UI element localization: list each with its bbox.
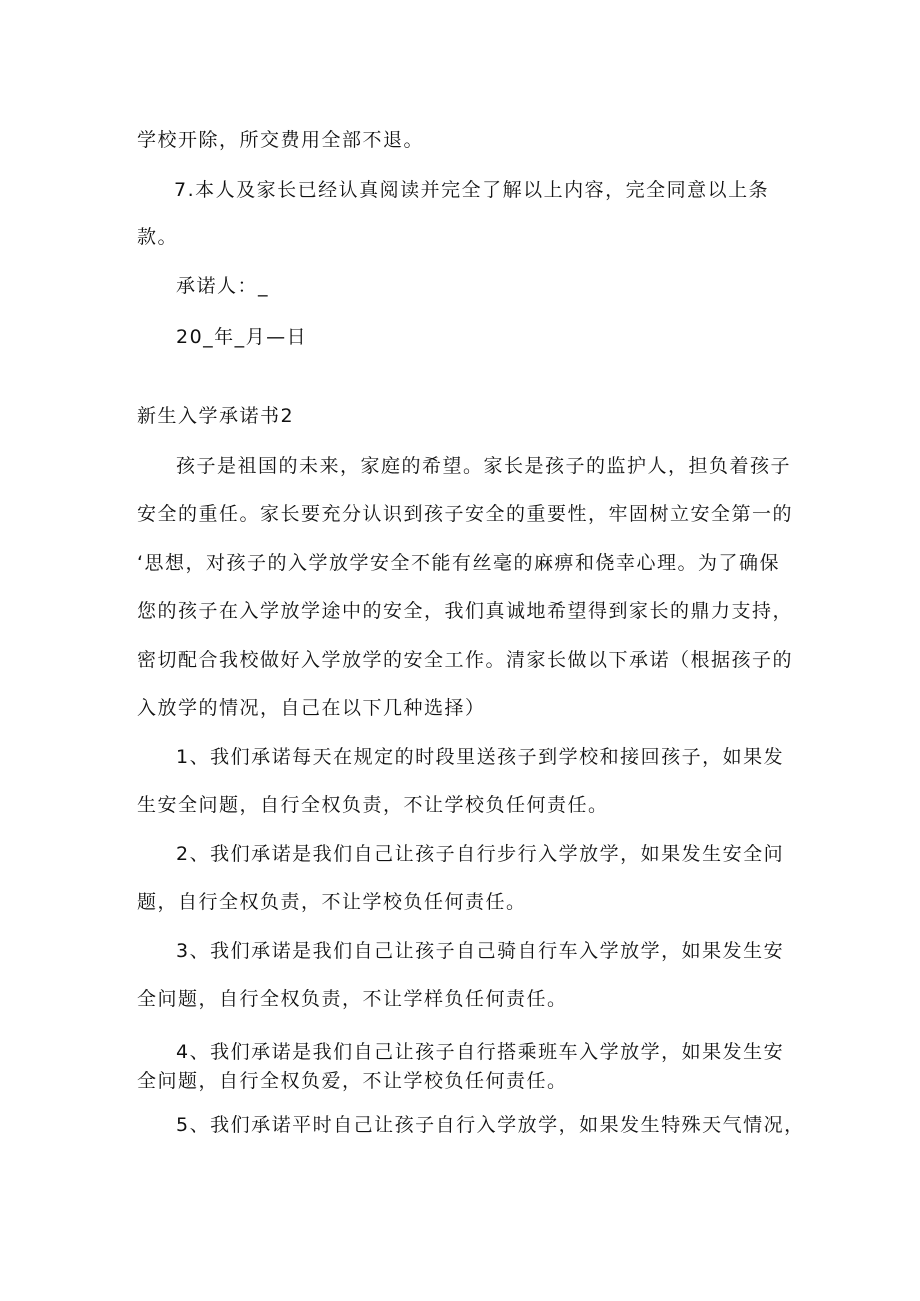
text-line: 密切配合我校做好入学放学的安全工作。清家长做以下承诺（根据孩子的 — [137, 649, 794, 671]
text-line: 7.本人及家长已经认真阅读并完全了解以上内容，完全同意以上条 — [174, 179, 770, 201]
text-line: 学校开除，所交费用全部不退。 — [137, 129, 425, 151]
text-line: 安全的重任。家长要充分认识到孩子安全的重要性，牢固树立安全第一的 — [137, 503, 794, 525]
list-item: 4、我们承诺是我们自己让孩子自行搭乘班车入学放学，如果发生安 — [176, 1041, 785, 1063]
list-item: 1、我们承诺每天在规定的时段里送孩子到学校和接回孩子，如果发 — [176, 746, 785, 768]
list-item: 3、我们承诺是我们自己让孩子自己骑自行车入学放学，如果发生安 — [176, 940, 785, 962]
signatory-line: 承诺人：_ — [176, 275, 270, 297]
list-item: 5、我们承诺平时自己让孩子自行入学放学，如果发生特殊天气情况， — [176, 1114, 805, 1136]
text-line: 全问题，自行全权负爱，不让学校负任何责任。 — [137, 1070, 568, 1092]
text-line: 款。 — [137, 226, 179, 248]
section-title: 新生入学承诺书2 — [137, 405, 295, 427]
text-line: 孩子是祖国的未来，家庭的希望。家长是孩子的监护人，担负着孩子 — [176, 455, 792, 477]
text-line: 生安全问题，自行全权负责，不让学校负任何责任。 — [137, 794, 609, 816]
date-line: 20_年_月—日 — [176, 326, 308, 348]
text-line: 您的孩子在入学放学途中的安全，我们真诚地希望得到家长的鼎力支持， — [137, 600, 794, 622]
text-line: 全问题，自行全权负责，不让学样负任何责任。 — [137, 988, 568, 1010]
list-item: 2、我们承诺是我们自己让孩子自行步行入学放学，如果发生安全问 — [176, 843, 785, 865]
text-line: 入放学的情况，自己在以下几种选择） — [137, 697, 486, 719]
text-line: 题，自行全权负责，不让学校负任何责任。 — [137, 891, 527, 913]
text-line: ‘思想，对孩子的入学放学安全不能有丝毫的麻痹和侥幸心理。为了确保 — [137, 552, 781, 574]
